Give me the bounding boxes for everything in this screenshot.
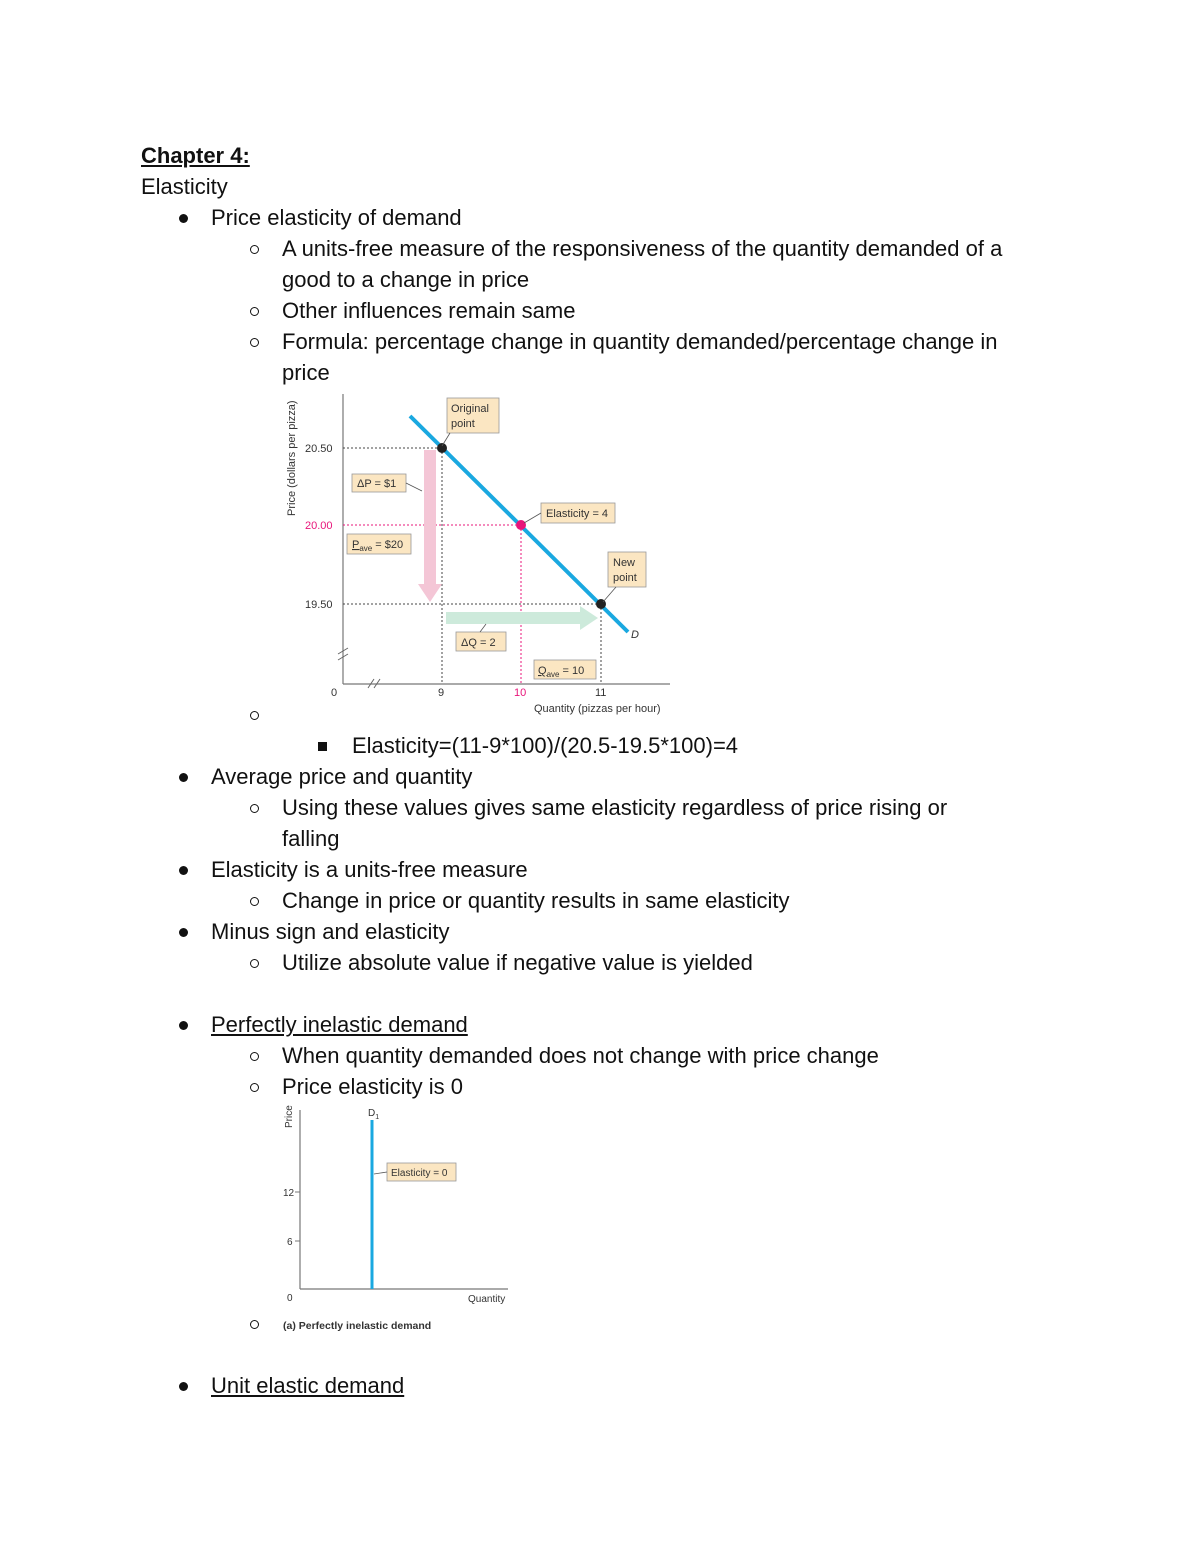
elasticity-demand-chart — [280, 386, 680, 718]
x-tick-11: 11 — [595, 687, 607, 699]
new-point-label-2: point — [613, 572, 637, 584]
demand-curve-label: $D_1$ — [368, 1108, 380, 1121]
topic-heading: Elasticity — [141, 174, 228, 199]
y-tick-20-50: 20.50 — [305, 443, 333, 455]
bullet-circle — [250, 959, 259, 968]
bullet-disc — [179, 214, 188, 223]
formula-text: Elasticity=(11-9*100)/(20.5-19.5*100)=4 — [352, 733, 739, 758]
sub-bullet-text-cont: good to a change in price — [282, 267, 530, 292]
bullet-disc — [179, 773, 188, 782]
q-ave-label: $Q_{ave} = 10$ — [538, 665, 585, 679]
y-tick-0: 0 — [287, 1293, 293, 1304]
elasticity-0-label: Elasticity = 0 — [391, 1168, 448, 1179]
y-axis-title: Price (dollars per pizza) — [286, 400, 298, 516]
x-tick-10: 10 — [514, 687, 527, 699]
bullet-text: Price elasticity of demand — [211, 205, 462, 230]
sub-bullet-text: Change in price or quantity results in same elasticity — [282, 888, 790, 913]
bullet-circle — [250, 307, 259, 316]
sub-bullet-text-cont: price — [282, 360, 330, 385]
chapter-title: Chapter 4: — [141, 143, 250, 168]
sub-bullet-text: Utilize absolute value if negative value is yielded — [282, 950, 753, 975]
bullet-disc — [179, 928, 188, 937]
new-point-label-1: New — [613, 557, 636, 569]
figure-caption: (a) Perfectly inelastic demand — [283, 1320, 432, 1332]
y-tick-20-00: 20.00 — [305, 520, 333, 532]
bullet-text-underlined: Perfectly inelastic demand — [211, 1012, 468, 1037]
y-tick-19-50: 19.50 — [305, 599, 333, 611]
bullet-disc — [179, 1382, 188, 1391]
x-axis-title: Quantity — [468, 1294, 506, 1305]
delta-p-label: ΔP = $1 — [357, 478, 397, 490]
p-ave-label: $P_{ave}$ = $20 — [352, 539, 404, 553]
original-point-label-1: Original — [451, 403, 489, 415]
sub-bullet-text: When quantity demanded does not change with price change — [282, 1043, 879, 1068]
bullet-text: Average price and quantity — [211, 764, 473, 789]
bullet-disc — [179, 866, 188, 875]
bullet-text-underlined: Unit elastic demand — [211, 1373, 405, 1398]
point-original — [437, 443, 447, 453]
x-tick-9: 9 — [438, 687, 445, 699]
sub-bullet-text: Formula: percentage change in quantity demanded/percentage change in — [282, 329, 998, 354]
original-point-label-2: point — [451, 418, 475, 430]
y-axis-title: Price — [284, 1105, 295, 1128]
bullet-circle — [250, 245, 259, 254]
sub-bullet-text: Using these values gives same elasticity regardless of price rising or — [282, 795, 948, 820]
x-tick-0: 0 — [331, 687, 338, 699]
sub-bullet-text: Price elasticity is 0 — [282, 1074, 463, 1099]
bullet-circle — [250, 1320, 259, 1329]
sub-bullet-text: Other influences remain same — [282, 298, 576, 323]
point-midpoint — [516, 520, 526, 530]
y-tick-12: 12 — [283, 1188, 295, 1199]
bullet-text: Elasticity is a units-free measure — [211, 857, 528, 882]
demand-curve-label: D — [631, 629, 639, 641]
bullet-disc — [179, 1021, 188, 1030]
perfectly-inelastic-chart — [280, 1102, 512, 1336]
bullet-square — [318, 742, 327, 751]
bullet-text: Minus sign and elasticity — [211, 919, 450, 944]
bullet-circle — [250, 338, 259, 347]
bullet-circle — [250, 1052, 259, 1061]
y-tick-6: 6 — [287, 1237, 293, 1248]
bullet-circle — [250, 897, 259, 906]
bullet-circle — [250, 804, 259, 813]
sub-bullet-text: A units-free measure of the responsiveness of the quantity demanded of a — [282, 236, 1003, 261]
x-axis-title: Quantity (pizzas per hour) — [534, 703, 661, 715]
delta-q-label: ΔQ = 2 — [461, 637, 496, 649]
bullet-circle — [250, 711, 259, 720]
elasticity-4-label: Elasticity = 4 — [546, 508, 609, 520]
sub-bullet-text-cont: falling — [282, 826, 340, 851]
bullet-circle — [250, 1083, 259, 1092]
